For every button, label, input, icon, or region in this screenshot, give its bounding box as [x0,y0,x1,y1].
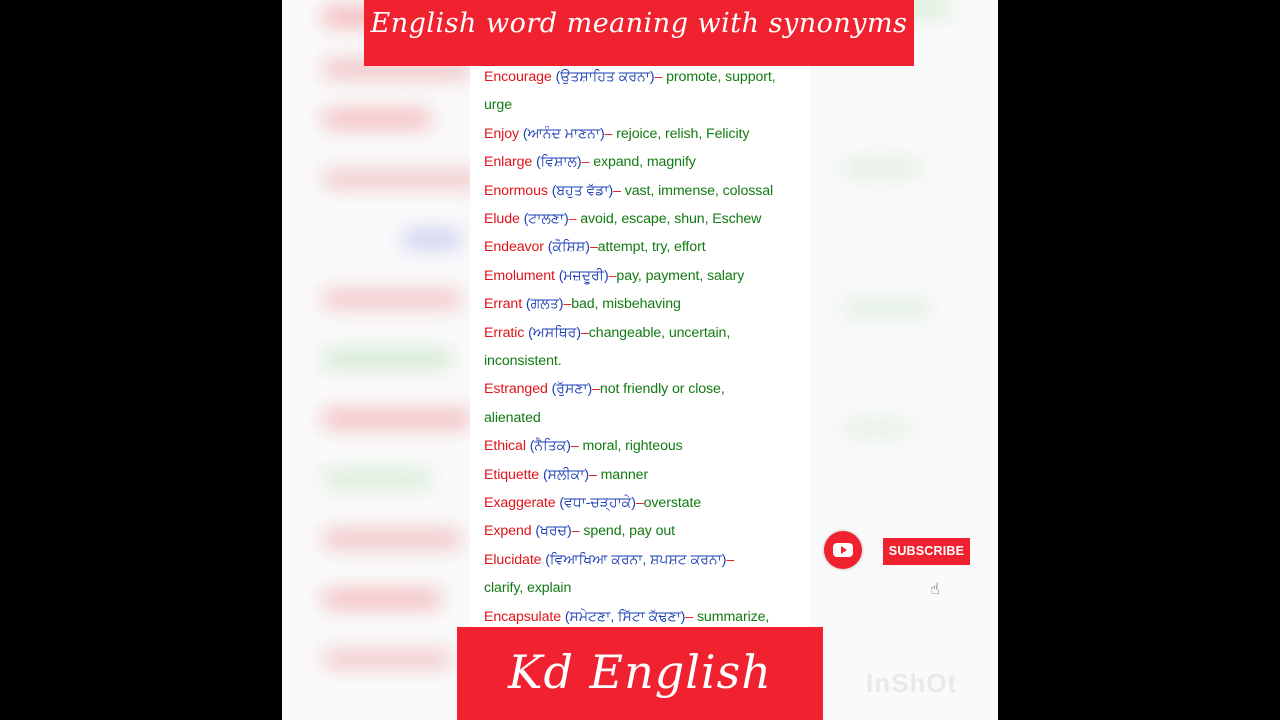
word-label: Emolument [484,267,555,284]
dash-separator: – [588,466,601,483]
dash-separator: – [635,495,644,511]
youtube-play-icon[interactable] [824,531,862,569]
word-label: Errant [484,296,523,313]
synonyms-text: manner [600,466,649,483]
punjabi-meaning: (ਗਲਤ) [522,296,564,313]
synonyms-text: vast, immense, colossal [624,182,774,199]
punjabi-meaning: (ਵਧਾ-ਚੜ੍ਹਾਕੇ) [555,495,636,511]
word-entry [484,68,776,86]
word-entry [484,324,730,342]
dash-separator: – [589,239,598,256]
synonyms-text: attempt, try, effort [597,239,706,256]
word-label: Exaggerate [484,495,556,511]
synonyms-text: rejoice, relish, Felicity [616,125,750,142]
synonyms-text: pay, payment, salary [616,267,745,284]
dash-separator: – [581,324,589,341]
punjabi-meaning: (ਨੈਤਿਕ) [525,438,571,455]
word-list-card [470,66,810,628]
synonyms-text: spend, pay out [583,523,676,540]
channel-name: Kd English [508,645,772,699]
hand-pointer-icon: ☝ [930,579,940,598]
dash-separator: – [592,381,600,398]
word-entry [484,182,773,200]
synonyms-text: avoid, escape, shun, Eschew [580,211,762,227]
video-title: English word meaning with synonyms [370,8,908,39]
word-label: Expend [484,523,532,540]
title-banner [364,0,914,66]
subscribe-button[interactable]: SUBSCRIBE [883,538,970,565]
dash-separator: – [604,125,617,142]
synonyms-text: changeable, uncertain, [588,324,731,341]
word-entry [484,96,512,114]
synonyms-text: expand, magnify [593,154,696,171]
punjabi-meaning: (ਆਨੰਦ ਮਾਣਨਾ) [519,125,605,142]
word-entry [484,210,761,228]
dash-separator: – [563,296,572,313]
synonyms-text: clarify, explain [484,580,572,597]
word-label: Etiquette [484,466,540,483]
brand-banner [457,627,823,720]
dash-separator: – [568,211,581,227]
word-label: Elude [484,211,520,227]
word-entry [484,466,648,484]
synonyms-text: inconsistent. [484,353,562,369]
synonyms-text: promote, support, [666,69,776,85]
word-label: Enlarge [484,154,533,171]
punjabi-meaning: (ਅਸਥਿਰ) [524,324,581,341]
word-label: Erratic [484,324,525,341]
word-entry [484,153,696,171]
word-label: Enjoy [484,125,519,142]
dash-separator: – [571,523,584,540]
word-entry [484,125,749,143]
dash-separator: – [613,182,625,199]
punjabi-meaning: (ਸਲੀਕਾ) [539,466,589,483]
watermark: InShOt [866,668,958,698]
dash-separator: – [685,608,697,625]
word-entry [484,295,681,313]
punjabi-meaning: (ਮਜ਼ਦੂਰੀ) [554,267,609,284]
word-entry [484,238,706,256]
word-label: Encourage [484,69,552,85]
punjabi-meaning: (ਵਿਸ਼ਾਲ) [532,154,582,171]
word-label: Elucidate [484,551,542,568]
word-label: Endeavor [484,239,544,256]
synonyms-text: overstate [643,495,702,511]
word-entry [484,608,769,626]
word-entry [484,551,734,569]
punjabi-meaning: (ਰੁੱਸਣਾ) [547,381,593,398]
synonyms-text: bad, misbehaving [571,296,681,313]
word-entry [484,437,683,455]
word-entry [484,380,725,398]
word-label: Encapsulate [484,608,561,625]
punjabi-meaning: (ਖਰਚ) [531,523,572,540]
word-entry [484,522,675,540]
synonyms-text: summarize, [696,608,770,625]
punjabi-meaning: (ਵਿਆਖਿਆ ਕਰਨਾ, ਸ਼ਪਸ਼ਟ ਕਰਨਾ) [541,551,727,568]
synonyms-text: moral, righteous [582,438,683,455]
word-label: Ethical [484,438,526,455]
word-entry [484,409,541,427]
punjabi-meaning: (ਕੋਸ਼ਿਸ਼) [543,239,590,256]
word-entry [484,267,744,285]
punjabi-meaning: (ਟਾਲਣਾ) [519,211,569,227]
synonyms-text: urge [484,97,512,114]
dash-separator: – [581,154,594,171]
synonyms-text: alienated [484,409,541,426]
punjabi-meaning: (ਬਹੁਤ ਵੱਡਾ) [547,182,614,199]
synonyms-text: not friendly or close, [599,381,725,398]
dash-separator: – [570,438,583,455]
word-label: Estranged [484,381,548,398]
dash-separator: – [654,69,667,85]
dash-separator: – [608,267,617,284]
punjabi-meaning: (ਸਮੇਟਣਾ, ਸਿੱਟਾ ਕੱਢਣਾ) [561,608,686,625]
word-entry [484,352,562,370]
punjabi-meaning: (ਉਤਸ਼ਾਹਿਤ ਕਰਨਾ) [551,69,655,85]
word-entry [484,494,701,512]
word-entry [484,579,571,597]
word-label: Enormous [484,182,548,199]
dash-separator: – [726,551,735,568]
